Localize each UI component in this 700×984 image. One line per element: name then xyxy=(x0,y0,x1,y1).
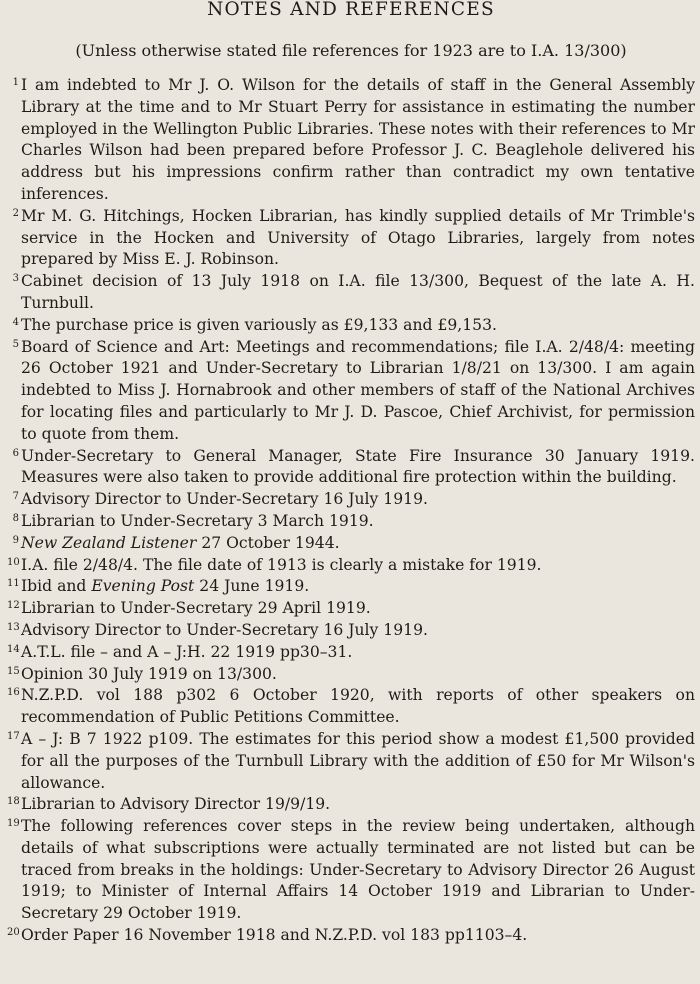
note-text: Under-Secretary to General Manager, State Fire Insurance 30 January 1919. Measures were also taken to provide additional fire protection within the building. xyxy=(21,446,695,487)
note-20: 20Order Paper 16 November 1918 and N.Z.P.D. vol 183 pp1103–4. xyxy=(7,926,528,945)
note-9: 9 New Zealand Listener 27 October 1944. xyxy=(12,533,340,552)
note-13: 13Advisory Director to Under-Secretary 16 July 1919. xyxy=(7,620,428,639)
note-text: Librarian to Advisory Director 19/9/19. xyxy=(21,795,331,814)
page-title: NOTES AND REFERENCES xyxy=(207,0,495,20)
note-4: 4 The purchase price is given variously as £9,133 and £9,153. xyxy=(12,315,497,334)
note-7: 7 Advisory Director to Under-Secretary 16 July 1919. xyxy=(12,490,428,509)
note-text: Mr M. G. Hitchings, Hocken Librarian, has kindly supplied details of Mr Trimble's service in the Hocken and University of Otago Libraries, largely from notes prepared by Miss E. J. Robinson. xyxy=(21,206,695,269)
note-text: Cabinet decision of 13 July 1918 on I.A. file 13/300, Bequest of the late A. H. Turnbull. xyxy=(21,272,695,312)
note-text: Board of Science and Art: Meetings and recommendations; file I.A. 2/48/4: meeting 26 October 1921 and Under-Secretary to Librarian 1/8/21 on 13/300. I am again indebted to Miss J. Hornabrook and other members of staff of the National Archives for locating files and particularly to Mr J. D. Pascoe, Chief Archivist, for permission to quote from them. xyxy=(21,337,695,443)
note-text: 27 October 1944. xyxy=(196,533,340,552)
note-text: Librarian to Under-Secretary 3 March 1919. xyxy=(21,511,374,530)
note-15: 15Opinion 30 July 1919 on 13/300. xyxy=(7,664,277,683)
note-text: Opinion 30 July 1919 on 13/300. xyxy=(21,664,277,683)
note-text: I am indebted to Mr J. O. Wilson for the details of staff in the General Assembly Library at the time and to Mr Stuart Perry for assistance in estimating the number employed in the Wellington Public Libraries. These notes with their references to Mr Charles Wilson had been prepared before Professor J. C. Beaglehole delivered his address but his impressions confirm rather than contradict my own tentative inferences. xyxy=(21,76,695,203)
note-17: 17A – J: B 7 1922 p109. The estimates for this period show a modest £1,500 provided for all the purposes of the Turnbull Library with the addition of £50 for Mr Wilson's allowance. xyxy=(7,729,695,792)
note-text: The purchase price is given variously as £9,133 and £9,153. xyxy=(21,315,497,334)
note-18: 18Librarian to Advisory Director 19/9/19. xyxy=(7,795,331,814)
notes-list xyxy=(7,75,695,947)
note-text: N.Z.P.D. vol 188 p302 6 October 1920, with reports of other speakers on recommendation of Public Petitions Committee. xyxy=(21,686,695,727)
note-text: A – J: B 7 1922 p109. The estimates for this period show a modest £1,500 provided for all the purposes of the Turnbull Library with the addition of £50 for Mr Wilson's allowance. xyxy=(21,729,695,792)
note-8: 8 Librarian to Under-Secretary 3 March 1919. xyxy=(12,511,374,530)
note-text: A.T.L. file – and A – J:H. 22 1919 pp30–31. xyxy=(21,642,353,661)
note-text: Order Paper 16 November 1918 and N.Z.P.D. vol 183 pp1103–4. xyxy=(21,926,528,945)
note-11: 11Ibid and Evening Post 24 June 1919. xyxy=(7,577,310,596)
note-12: 12Librarian to Under-Secretary 29 April 1919. xyxy=(7,599,371,618)
note-text: Advisory Director to Under-Secretary 16 July 1919. xyxy=(21,490,428,509)
note-text: The following references cover steps in the review being undertaken, although details of what subscriptions were actually terminated are not listed but can be traced from breaks in the holdings: Under-Secretary to Advisory Director 26 August 1919; to Minister of Internal Affairs 14 October 1919 and Librarian to Under-Secretary 29 October 1919. xyxy=(21,817,695,923)
note-text: I.A. file 2/48/4. The file date of 1913 is clearly a mistake for 1919. xyxy=(21,555,542,574)
note-6: 6 Under-Secretary to General Manager, State Fire Insurance 30 January 1919. Measures were also taken to provide additional fire protection within the building. xyxy=(12,446,695,487)
note-2: 2 Mr M. G. Hitchings, Hocken Librarian, has kindly supplied details of Mr Trimble's service in the Hocken and University of Otago Libraries, largely from notes prepared by Miss E. J. Robinson. xyxy=(12,206,695,269)
note-14: 14A.T.L. file – and A – J:H. 22 1919 pp30–31. xyxy=(7,642,353,661)
note-text-after: 24 June 1919. xyxy=(194,577,310,596)
note-text: Librarian to Under-Secretary 29 April 1919. xyxy=(21,599,371,618)
note-10: 10I.A. file 2/48/4. The file date of 1913 is clearly a mistake for 1919. xyxy=(7,555,542,574)
note-1: 1 I am indebted to Mr J. O. Wilson for the details of staff in the General Assembly Library at the time and to Mr Stuart Perry for assistance in estimating the number employed in the Wellington Public Libraries. These notes with their references to Mr Charles Wilson had been prepared before Professor J. C. Beaglehole delivered his address but his impressions confirm rather than contradict my own tentative inferences. xyxy=(12,76,695,203)
note-16: 16N.Z.P.D. vol 188 p302 6 October 1920, with reports of other speakers on recommendation of Public Petitions Committee. xyxy=(7,686,695,727)
note-3: 3 Cabinet decision of 13 July 1918 on I.A. file 13/300, Bequest of the late A. H. Turnbull. xyxy=(12,272,695,312)
page-subtitle: (Unless otherwise stated file references for 1923 are to I.A. 13/300) xyxy=(75,41,627,60)
note-text: Ibid and xyxy=(21,577,92,596)
note-5: 5 Board of Science and Art: Meetings and recommendations; file I.A. 2/48/4: meeting 26 October 1921 and Under-Secretary to Librarian 1/8/21 on 13/300. I am again indebted to Miss J. Hornabrook and other members of staff of the National Archives for locating files and particularly to Mr J. D. Pascoe, Chief Archivist, for permission to quote from them. xyxy=(12,337,695,443)
note-19: 19The following references cover steps in the review being undertaken, although details of what subscriptions were actually terminated are not listed but can be traced from breaks in the holdings: Under-Secretary to Advisory Director 26 August 1919; to Minister of Internal Affairs 14 October 1919 and Librarian to Under-Secretary 29 October 1919. xyxy=(7,817,695,923)
note-text: Advisory Director to Under-Secretary 16 July 1919. xyxy=(21,620,428,639)
note-italic-title: Evening Post xyxy=(91,577,195,596)
note-italic-title: New Zealand Listener xyxy=(21,533,197,552)
